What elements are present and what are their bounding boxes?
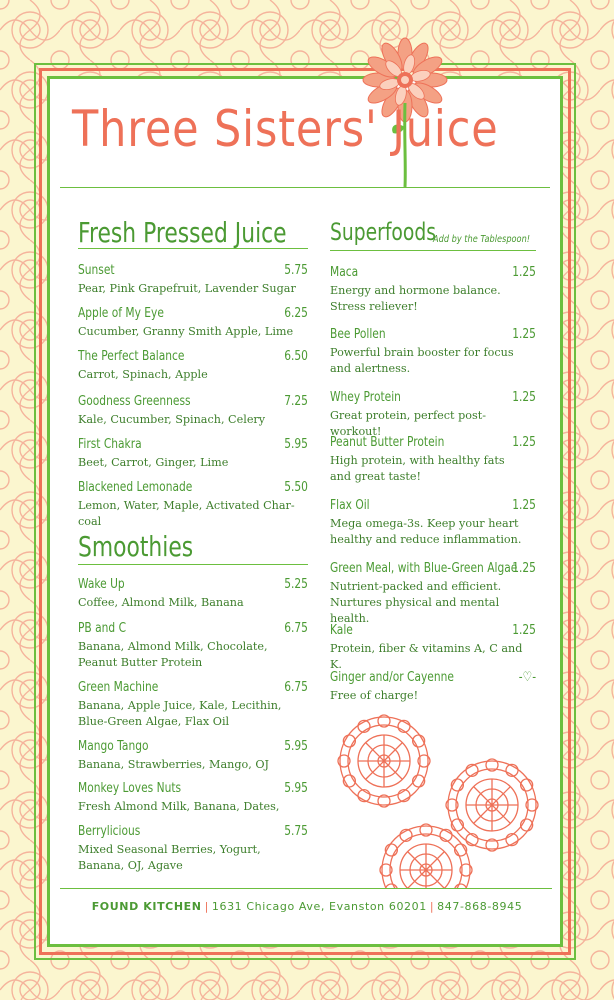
footer-contact: [0, 900, 614, 913]
item-description: Pear, Pink Grapefruit, Lavender Sugar: [78, 282, 296, 295]
menu-item-peanut-butter-protein: [330, 435, 536, 485]
item-description: Powerful brain booster for focus and alertness.: [330, 346, 514, 375]
smoothies-heading: Smoothies: [78, 530, 194, 563]
menu-item-flax-oil: [330, 498, 536, 548]
item-name: Mango Tango: [78, 739, 149, 754]
item-price: 5.95: [284, 781, 308, 796]
item-description: Carrot, Spinach, Apple: [78, 368, 208, 381]
item-price: 1.25: [512, 327, 536, 342]
juice-rule: [78, 248, 308, 249]
menu-item-wake-up: [78, 577, 308, 611]
item-price: 1.25: [512, 435, 536, 450]
superfoods-note: Add by the Tablespoon!: [433, 234, 531, 245]
item-description: Mega omega-3s. Keep your heart healthy and reduce inflammation.: [330, 517, 522, 546]
menu-item-monkey-loves-nuts: [78, 781, 308, 815]
separator: |: [429, 900, 435, 913]
item-name: Blackened Lemonade: [78, 480, 193, 495]
item-price: 1.25: [512, 561, 536, 576]
menu-item-mango-tango: [78, 739, 308, 773]
menu-item-first-chakra: [78, 437, 308, 471]
item-price: 1.25: [512, 623, 536, 638]
menu-item-green-meal: [330, 561, 536, 625]
item-price: -♡-: [518, 670, 536, 685]
menu-item-blackened-lemonade: [78, 480, 308, 530]
mandala-decoration-icon: [378, 822, 474, 888]
item-description: High protein, with healthy fats and great taste!: [330, 454, 505, 483]
smoothies-rule: [78, 564, 308, 565]
item-price: 1.25: [512, 265, 536, 280]
menu-item-ginger-cayenne: [330, 670, 536, 704]
restaurant-title: Three Sisters' Juice: [72, 100, 499, 158]
item-description: Cucumber, Granny Smith Apple, Lime: [78, 325, 294, 338]
item-price: 5.50: [284, 480, 308, 495]
item-price: 6.25: [284, 306, 308, 321]
menu-item-maca: [330, 265, 536, 315]
item-name: Berrylicious: [78, 824, 141, 839]
item-name: Ginger and/or Cayenne: [330, 670, 454, 685]
menu-item-apple-of-my-eye: [78, 306, 308, 340]
mandala-decoration-icon: [336, 713, 432, 809]
item-name: First Chakra: [78, 437, 142, 452]
item-name: Whey Protein: [330, 390, 401, 405]
menu-item-kale: [330, 623, 536, 671]
menu-item-perfect-balance: [78, 349, 308, 383]
item-name: Goodness Greenness: [78, 394, 191, 409]
item-description: Beet, Carrot, Ginger, Lime: [78, 456, 229, 469]
item-name: Apple of My Eye: [78, 306, 164, 321]
address: 1631 Chicago Ave, Evanston 60201: [211, 900, 427, 913]
menu-item-green-machine: [78, 680, 308, 730]
item-name: Monkey Loves Nuts: [78, 781, 182, 796]
item-name: Green Machine: [78, 680, 159, 695]
menu-item-pb-and-c: [78, 621, 308, 671]
superfoods-heading: Superfoods: [330, 218, 436, 246]
item-description: Mixed Seasonal Berries, Yogurt, Banana, OJ, Agave: [78, 843, 261, 872]
juice-heading: Fresh Pressed Juice: [78, 216, 287, 249]
item-price: 7.25: [284, 394, 308, 409]
business-name: FOUND KITCHEN: [91, 900, 202, 913]
item-description: Lemon, Water, Maple, Activated Char-coal: [78, 499, 295, 528]
item-name: PB and C: [78, 621, 127, 636]
item-price: 1.25: [512, 498, 536, 513]
item-description: Banana, Strawberries, Mango, OJ: [78, 758, 270, 771]
item-description: Coffee, Almond Milk, Banana: [78, 596, 244, 609]
item-price: 5.75: [284, 263, 308, 278]
item-name: Wake Up: [78, 577, 125, 592]
item-description: Fresh Almond Milk, Banana, Dates,: [78, 800, 280, 813]
item-price: 5.95: [284, 437, 308, 452]
menu-item-goodness-greenness: [78, 394, 308, 428]
title-divider: [60, 187, 550, 188]
footer-divider: [60, 888, 552, 889]
item-name: Flax Oil: [330, 498, 370, 513]
superfoods-rule: [330, 250, 536, 251]
item-description: Banana, Almond Milk, Chocolate, Peanut Butter Protein: [78, 640, 268, 669]
item-description: Kale, Cucumber, Spinach, Celery: [78, 413, 266, 426]
menu-item-whey-protein: [330, 390, 536, 438]
menu-item-sunset: [78, 263, 308, 297]
item-name: Green Meal, with Blue-Green Algae: [330, 561, 518, 576]
separator: |: [204, 900, 209, 913]
item-price: 6.75: [284, 680, 308, 695]
item-description: Banana, Apple Juice, Kale, Lecithin, Blue-Green Algae, Flax Oil: [78, 699, 282, 728]
item-name: Sunset: [78, 263, 115, 278]
phone: 847-868-8945: [437, 900, 523, 913]
item-description: Free of charge!: [330, 689, 419, 702]
menu-item-berrylicious: [78, 824, 308, 874]
item-description: Protein, fiber & vitamins A, C and K.: [330, 642, 523, 671]
item-name: Peanut Butter Protein: [330, 435, 445, 450]
item-price: 6.50: [284, 349, 308, 364]
item-name: The Perfect Balance: [78, 349, 185, 364]
item-name: Maca: [330, 265, 359, 280]
item-name: Bee Pollen: [330, 327, 386, 342]
item-price: 5.75: [284, 824, 308, 839]
item-price: 5.25: [284, 577, 308, 592]
item-price: 6.75: [284, 621, 308, 636]
menu-item-bee-pollen: [330, 327, 536, 377]
item-description: Energy and hormone balance. Stress reliever!: [330, 284, 501, 313]
item-price: 5.95: [284, 739, 308, 754]
item-name: Kale: [330, 623, 353, 638]
item-description: Great protein, perfect post-workout!: [330, 409, 487, 438]
item-price: 1.25: [512, 390, 536, 405]
item-description: Nutrient-packed and efficient. Nurtures physical and mental health.: [330, 580, 502, 625]
